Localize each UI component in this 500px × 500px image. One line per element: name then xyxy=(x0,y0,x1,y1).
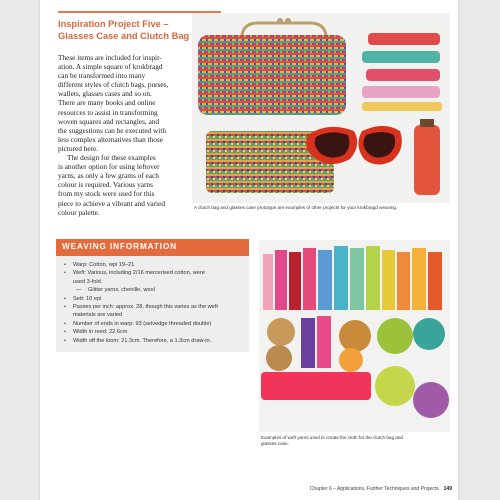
body-line: colour is required. Various yarns xyxy=(58,180,153,190)
weaving-info-list xyxy=(61,261,247,345)
bullet-marker: • xyxy=(64,295,66,302)
weft-yarns-illustration xyxy=(259,240,450,432)
bullet-marker: • xyxy=(64,337,66,344)
body-line: piece to achieve a vibrant and varied xyxy=(58,198,165,208)
weaving-info-item xyxy=(61,320,247,328)
body-line: The design for these examples xyxy=(67,153,156,163)
body-line: is another option for using leftover xyxy=(58,162,160,172)
body-line: resources to assist in transforming xyxy=(58,107,158,117)
section-title-line-2: Glasses Case and Clutch Bag xyxy=(58,31,190,41)
weaving-info-text: Passes per inch: approx. 28, though this varies as the weft xyxy=(73,303,218,310)
book-page xyxy=(40,0,458,500)
weaving-info-text: Width off the loom: 21.3cm. Therefore, a 1.3cm draw-in. xyxy=(73,337,212,344)
body-line: There are many books and online xyxy=(58,98,156,108)
body-line: ation. A simple square of krokbragd xyxy=(58,62,163,72)
yarn-spools-row xyxy=(263,246,442,310)
photo1-caption-line: A clutch bag and glasses case prototype are examples of other projects for your krokbragd weaving. xyxy=(194,205,398,210)
weaving-info-item xyxy=(61,311,247,319)
purple-yarn-cone xyxy=(413,382,449,418)
weaving-info-item xyxy=(61,286,247,294)
photo1-caption xyxy=(194,205,454,211)
weaving-info-item xyxy=(61,261,247,269)
weaving-info-text: Sett: 10 epi xyxy=(73,295,102,302)
photo2-caption-line: Examples of weft yarns used to create the cloth for the clutch bag and xyxy=(261,435,403,440)
weaving-info-text: Glitter yarns, chenille, wool xyxy=(88,287,155,294)
weaving-info-item xyxy=(61,269,247,277)
bullet-marker: • xyxy=(64,262,66,268)
body-line: can be transformed into many xyxy=(58,71,146,81)
weaving-info-text: used 3-fold. xyxy=(73,278,103,285)
body-line: colour palette. xyxy=(58,207,100,217)
weaving-info-text: Warp: Cotton, wpi 19–21 xyxy=(73,262,135,268)
body-line: from my stock were used for this xyxy=(58,189,155,199)
bullet-marker: • xyxy=(64,329,66,336)
large-pink-cone xyxy=(261,372,371,400)
body-line: less complex alternatives than those xyxy=(58,134,163,144)
weaving-info-item xyxy=(61,328,247,336)
weaving-info-item xyxy=(61,295,247,303)
weaving-info-text: materials are varied xyxy=(73,312,123,319)
weaving-info-item xyxy=(61,337,247,345)
body-line: These items are included for inspir- xyxy=(58,53,162,62)
page-footer xyxy=(310,486,452,492)
chapter-running-head: Chapter 6 – Applications, Further Techniques and Projects xyxy=(309,486,439,492)
weft-yarns-photo xyxy=(259,240,450,432)
weaving-info-text: Number of ends in warp: 93 (selvedge threaded double) xyxy=(73,320,212,327)
photo2-caption-line: glasses case. xyxy=(261,441,289,447)
weaving-info-text: Width in reed: 22.6cm xyxy=(73,329,128,336)
page-number: 149 xyxy=(443,486,452,492)
body-line: the suggestions can be executed with xyxy=(58,125,167,135)
body-line: different styles of clutch bags, purses, xyxy=(58,80,169,90)
clutch-bag-photo xyxy=(192,13,450,203)
section-title-line-1: Inspiration Project Five – xyxy=(58,19,169,29)
bullet-marker: — xyxy=(76,287,82,294)
body-line: woven squares and rectangles, and xyxy=(58,116,160,126)
bullet-marker: • xyxy=(64,303,66,310)
bullet-marker: • xyxy=(64,320,66,327)
weaving-info-box xyxy=(56,239,249,352)
weaving-info-heading: WEAVING INFORMATION xyxy=(62,242,178,251)
weaving-info-item xyxy=(61,303,247,311)
weaving-info-item xyxy=(61,278,247,286)
body-line: yarns, as only a few grams of each xyxy=(58,171,159,181)
body-line: pictured here. xyxy=(58,143,99,153)
bullet-marker: • xyxy=(64,270,66,277)
body-line: wallets, glasses cases and so on. xyxy=(58,89,152,99)
weaving-info-header xyxy=(56,239,249,256)
photo2-caption xyxy=(261,435,451,448)
green-yarn-cone xyxy=(375,366,415,406)
clutch-bag-illustration xyxy=(192,13,450,203)
weaving-info-text: Weft: Various, including 2/16 mercerised cotton, were xyxy=(73,270,205,277)
